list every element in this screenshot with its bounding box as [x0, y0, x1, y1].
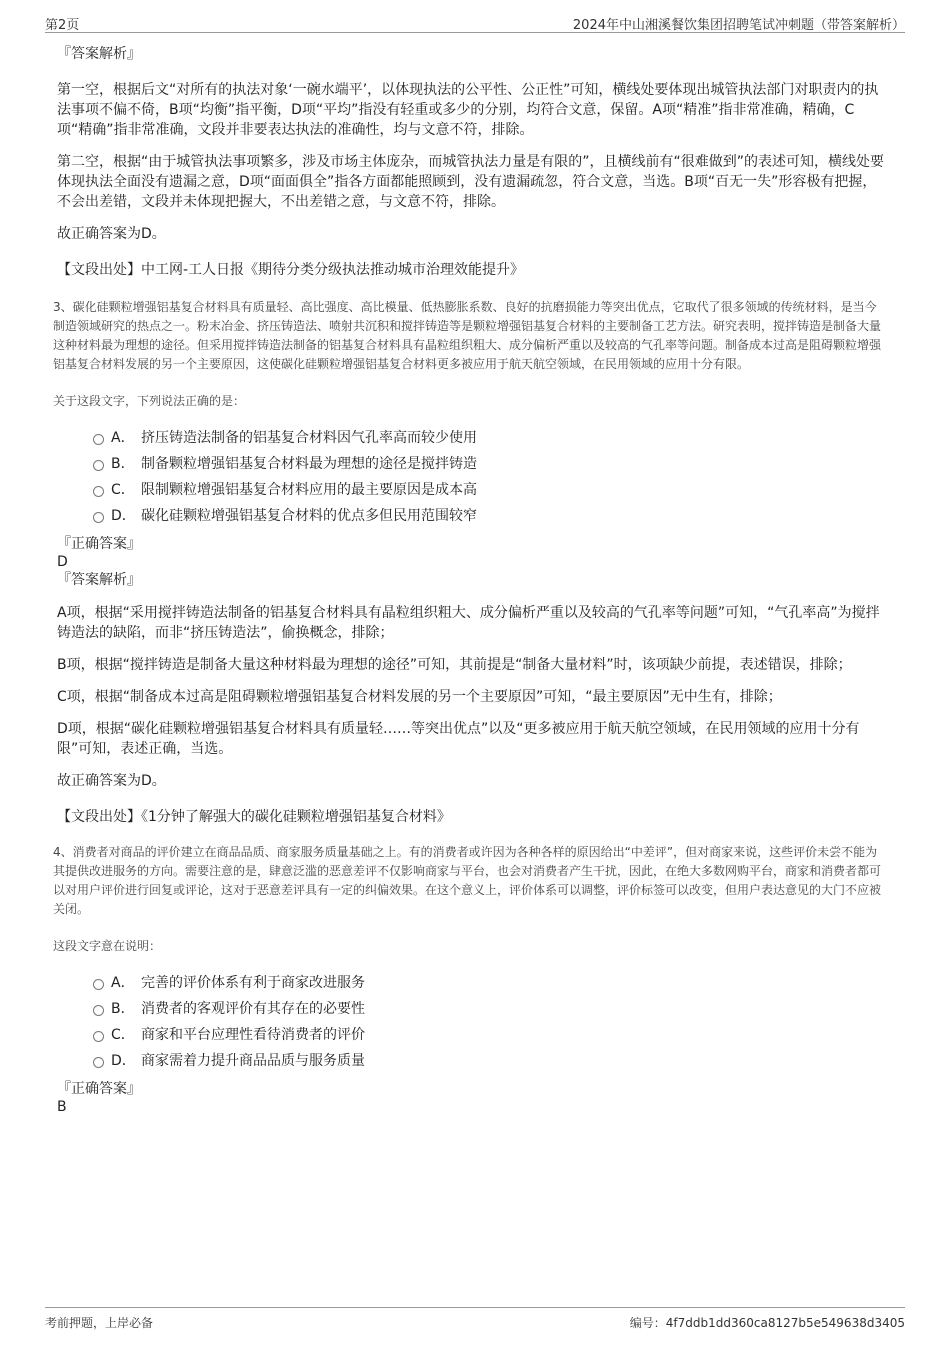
- option-text: 挤压铸造法制备的铝基复合材料因气孔率高而较少使用: [141, 430, 477, 446]
- option-text: 商家和平台应理性看待消费者的评价: [141, 1027, 365, 1043]
- q3-source: 【文段出处】《1分钟了解强大的碳化硅颗粒增强铝基复合材料》: [57, 809, 451, 825]
- q4-prompt: 这段文字意在说明：: [53, 939, 162, 953]
- q3-analysis-c: C项，根据“制备成本过高是阻碍颗粒增强铝基复合材料发展的另一个主要原因”可知，“最主要原因”无中生有，排除；: [57, 689, 782, 705]
- option-letter: B．: [111, 456, 135, 472]
- option-letter: A．: [111, 975, 135, 991]
- q3-prompt: 关于这段文字，下列说法正确的是：: [53, 394, 246, 408]
- q4-option-d[interactable]: [53, 1048, 887, 1074]
- radio-button-icon[interactable]: [93, 486, 104, 497]
- document-title: 2024年中山湘溪餐饮集团招聘笔试冲刺题（带答案解析）: [572, 18, 905, 33]
- question-3: [53, 298, 887, 529]
- option-letter: D．: [111, 1053, 136, 1069]
- q2-conclusion: 故正确答案为D。: [57, 226, 166, 242]
- q3-stem: 3、碳化硅颗粒增强铝基复合材料具有质量轻、高比强度、高比模量、低热膨胀系数、良好的抗磨损能力等突出优点，它取代了很多领域的传统材料，是当今制造领域研究的热点之一。粉末冶金、挤压铸造法、喷射共沉积和搅拌铸造等是颗粒增强铝基复合材料的主要制备工艺方法。研究表明，搅拌铸造是制备大量这种材料最为理想的途径。但采用搅拌铸造法制备的铝基复合材料具有晶粒组织粗大、成分偏析严重以及较高的气孔率等问题。制备成本过高是阻碍颗粒增强铝基复合材料发展的另一个主要原因，这使碳化硅颗粒增强铝基复合材料更多被应用于航天航空领域，在民用领域的应用十分有限。: [53, 300, 882, 371]
- page-header: [45, 10, 905, 33]
- q2-source: 【文段出处】中工网-工人日报《期待分类分级执法推动城市治理效能提升》: [57, 262, 525, 278]
- radio-button-icon[interactable]: [93, 512, 104, 523]
- q2-analysis-paragraph-2: 第二空，根据“由于城管执法事项繁多，涉及市场主体庞杂，而城管执法力量是有限的”，且横线前有“很难做到”的表述可知，横线处要体现执法全面没有遗漏之意，D项“面面俱全”指各方面都能照顾到，没有遗漏疏忽，符合文意，当选。B项“百无一失”形容极有把握，不会出差错，文段并未体现把握大，不出差错之意，与文意不符，排除。: [57, 154, 885, 210]
- option-text: 制备颗粒增强铝基复合材料最为理想的途径是搅拌铸造: [141, 456, 477, 472]
- q3-analysis-label: 『答案解析』: [57, 572, 141, 588]
- radio-button-icon[interactable]: [93, 1031, 104, 1042]
- radio-button-icon[interactable]: [93, 1057, 104, 1068]
- q4-option-b[interactable]: [53, 996, 887, 1022]
- option-letter: C．: [111, 1027, 135, 1043]
- option-text: 完善的评价体系有利于商家改进服务: [141, 975, 365, 991]
- q3-answer: D: [57, 554, 68, 570]
- option-letter: A．: [111, 430, 135, 446]
- page-content: [53, 44, 887, 1116]
- question-4: [53, 843, 887, 1074]
- q3-option-b[interactable]: [53, 451, 887, 477]
- option-text: 商家需着力提升商品品质与服务质量: [141, 1053, 365, 1069]
- footer-slogan: 考前押题，上岸必备: [45, 1316, 154, 1330]
- radio-button-icon[interactable]: [93, 979, 104, 990]
- option-letter: B．: [111, 1001, 135, 1017]
- q4-answer: B: [57, 1099, 67, 1115]
- q3-answer-label: 『正确答案』: [57, 536, 141, 552]
- page-footer: [45, 1307, 905, 1332]
- option-text: 消费者的客观评价有其存在的必要性: [141, 1001, 365, 1017]
- q4-option-a[interactable]: [53, 970, 887, 996]
- radio-button-icon[interactable]: [93, 460, 104, 471]
- document-code: 编号：4f7ddb1dd360ca8127b5e549638d3405: [629, 1316, 905, 1330]
- option-text: 碳化硅颗粒增强铝基复合材料的优点多但民用范围较窄: [141, 508, 477, 524]
- q3-option-d[interactable]: [53, 503, 887, 529]
- q4-options: [53, 970, 887, 1074]
- q3-option-c[interactable]: [53, 477, 887, 503]
- q3-analysis-d: D项，根据“碳化硅颗粒增强铝基复合材料具有质量轻……等突出优点”以及“更多被应用于航天航空领域，在民用领域的应用十分有限”可知，表述正确，当选。: [57, 721, 860, 757]
- radio-button-icon[interactable]: [93, 434, 104, 445]
- q4-stem: 4、消费者对商品的评价建立在商品品质、商家服务质量基础之上。有的消费者或许因为各种各样的原因给出“中差评”，但对商家来说，这些评价未尝不能为其提供改进服务的方向。需要注意的是，肆意泛滥的恶意差评不仅影响商家与平台，也会对消费者产生干扰，因此，在绝大多数网购平台，商家和消费者都可以对用户评价进行回复或评论，这对于恶意差评具有一定的纠偏效果。在这个意义上，评价体系可以调整，评价标签可以改变，但用户表达意见的大门不应被关闭。: [53, 845, 882, 916]
- option-letter: C．: [111, 482, 135, 498]
- page-number: 第2页: [45, 18, 80, 33]
- q3-analysis-b: B项，根据“搅拌铸造是制备大量这种材料最为理想的途径”可知，其前提是“制备大量材料”时，该项缺少前提，表述错误，排除；: [57, 657, 852, 673]
- q4-answer-label: 『正确答案』: [57, 1081, 141, 1097]
- option-text: 限制颗粒增强铝基复合材料应用的最主要原因是成本高: [141, 482, 477, 498]
- q2-analysis-label: 『答案解析』: [57, 46, 141, 62]
- radio-button-icon[interactable]: [93, 1005, 104, 1016]
- q3-options: [53, 425, 887, 529]
- option-letter: D．: [111, 508, 136, 524]
- q3-conclusion: 故正确答案为D。: [57, 773, 166, 789]
- q4-option-c[interactable]: [53, 1022, 887, 1048]
- q2-analysis-paragraph-1: 第一空，根据后文“对所有的执法对象‘一碗水端平’，以体现执法的公平性、公正性”可知，横线处要体现出城管执法部门对职责内的执法事项不偏不倚，B项“均衡”指平衡，D项“平均”指没有轻重或多少的分别，均符合文意，保留。A项“精准”指非常准确，精确，C项“精确”指非常准确，文段并非要表达执法的准确性，均与文意不符，排除。: [57, 82, 879, 138]
- q3-option-a[interactable]: [53, 425, 887, 451]
- q3-analysis-a: A项，根据“采用搅拌铸造法制备的铝基复合材料具有晶粒组织粗大、成分偏析严重以及较高的气孔率等问题”可知，“气孔率高”为搅拌铸造法的缺陷，而非“挤压铸造法”，偷换概念，排除；: [57, 605, 880, 641]
